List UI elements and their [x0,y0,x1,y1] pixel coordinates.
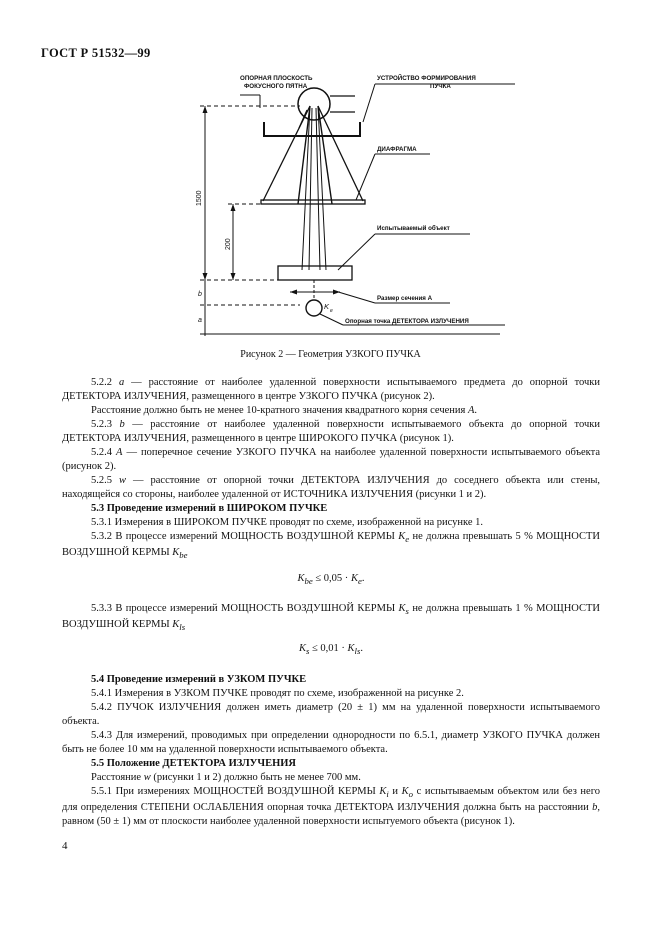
detector-k-subscript: e [330,308,333,314]
para-5-5-1: 5.5.1 При измерениях МОЩНОСТЕЙ ВОЗДУШНОЙ КЕРМЫ $K_i$ и $K_o$ с испытываемым объектом или без него для определения СТЕПЕНИ ОСЛАБЛЕНИЯ опорная точка ДЕТЕКТОРА ИЗЛУЧЕНИЯ должна быть на расстоянии b, равном (50 ± 1) мм от плоскости наиболее удаленной поверхности испытуемого объекта (рисунок 1). [62,785,601,827]
document-body [62,376,600,829]
label-beam-device-2: ПУЧКА [430,83,451,90]
label-focal-plane-2: ФОКУСНОГО ПЯТНА [244,83,308,90]
para-distance-note: Расстояние должно быть не менее 10-кратного значения квадратного корня сечения A. [91,405,477,416]
heading-5-4: 5.4 Проведение измерений в УЗКОМ ПУЧКЕ [91,673,307,685]
para-5-4-3: 5.4.3 Для измерений, проводимых при определении однородности по 6.5.1, диаметр УЗКОГО ПУЧКА должен быть не более 10 мм на удаленной поверхности испытываемого объекта. [62,729,600,755]
dim-b-label: b [198,291,202,298]
document-id: ГОСТ Р 51532—99 [41,46,151,60]
para-5-2-4: 5.2.4 A — поперечное сечение УЗКОГО ПУЧКА на наиболее удаленной поверхности испытываемого объекта (рисунок 2). [62,447,600,472]
diaphragm-plate [261,200,365,204]
label-section-size: Размер сечения А [377,295,433,302]
detector-circle [306,300,322,316]
label-diaphragm: ДИАФРАГМА [377,146,417,153]
heading-5-5: 5.5 Положение ДЕТЕКТОРА ИЗЛУЧЕНИЯ [91,757,296,769]
label-test-object: Испытываемый объект [377,225,450,232]
para-5-3-3: 5.3.3 В процессе измерений МОЩНОСТЬ ВОЗДУШНОЙ КЕРМЫ $K_s$ не должна превышать 1 % МОЩНОСТИ ВОЗДУШНОЙ КЕРМЫ $K_{ls}$ [62,603,600,633]
page-number: 4 [62,840,68,852]
para-5-4-1: 5.4.1 Измерения в УЗКОМ ПУЧКЕ проводят по схеме, изображенной на рисунке 2. [91,687,464,699]
para-5-5: Расстояние w (рисунки 1 и 2) должно быть не менее 700 мм. [91,771,361,783]
heading-5-3: 5.3 Проведение измерений в ШИРОКОМ ПУЧКЕ [91,503,328,514]
equation-2: $K_s \le 0,01 \cdot K_{ls}$. [298,643,364,657]
detector-k-symbol: K [324,302,330,311]
para-5-2-3: 5.2.3 b — расстояние от наиболее удаленной поверхности испытываемого объекта до опорной точки ДЕТЕКТОРА ИЗЛУЧЕНИЯ, размещенного в центре ШИРОКОГО ПУЧКА (рисунок 1). [62,419,600,444]
para-5-3-2: 5.3.2 В процессе измерений МОЩНОСТЬ ВОЗДУШНОЙ КЕРМЫ $K_e$ не должна превышать 5 % МОЩНОСТИ ВОЗДУШНОЙ КЕРМЫ $K_{be}$ [62,531,601,561]
label-beam-device-1: УСТРОЙСТВО ФОРМИРОВАНИЯ [377,75,476,82]
dim-200-label: 200 [225,238,232,250]
dim-a-label: a [198,317,202,324]
para-5-2-2: 5.2.2 a — расстояние от наиболее удаленной поверхности испытываемого предмета до опорной точки ДЕТЕКТОРА ИЗЛУЧЕНИЯ, размещенного в центре УЗКОГО ПУЧКА (рисунок 2). [62,377,600,402]
para-5-3-1: 5.3.1 Измерения в ШИРОКОМ ПУЧКЕ проводят по схеме, изображенной на рисунке 1. [91,517,484,528]
para-5-2-5: 5.2.5 w — расстояние от опорной точки ДЕТЕКТОРА ИЗЛУЧЕНИЯ до соседнего объекта или стены, находящейся со стороны, наиболее удаленной от ИСТОЧНИКА ИЗЛУЧЕНИЯ (рисунки 1 и 2). [62,475,601,500]
equation-1: $K_{be} \le 0,05 \cdot K_e$. [297,573,365,587]
label-detector-reference: Опорная точка ДЕТЕКТОРА ИЗЛУЧЕНИЯ [345,318,469,325]
narrow-beam-figure [160,66,520,346]
label-focal-plane-1: ОПОРНАЯ ПЛОСКОСТЬ [240,75,313,82]
figure-caption: Рисунок 2 — Геометрия УЗКОГО ПУЧКА [240,349,421,360]
dim-1500-label: 1500 [196,190,203,206]
tube-circle [298,88,330,120]
para-5-4-2: 5.4.2 ПУЧОК ИЗЛУЧЕНИЯ должен иметь диаметр (20 ± 1) мм на удаленной поверхности испытываемого объекта. [62,701,600,727]
test-object-block [278,266,352,280]
